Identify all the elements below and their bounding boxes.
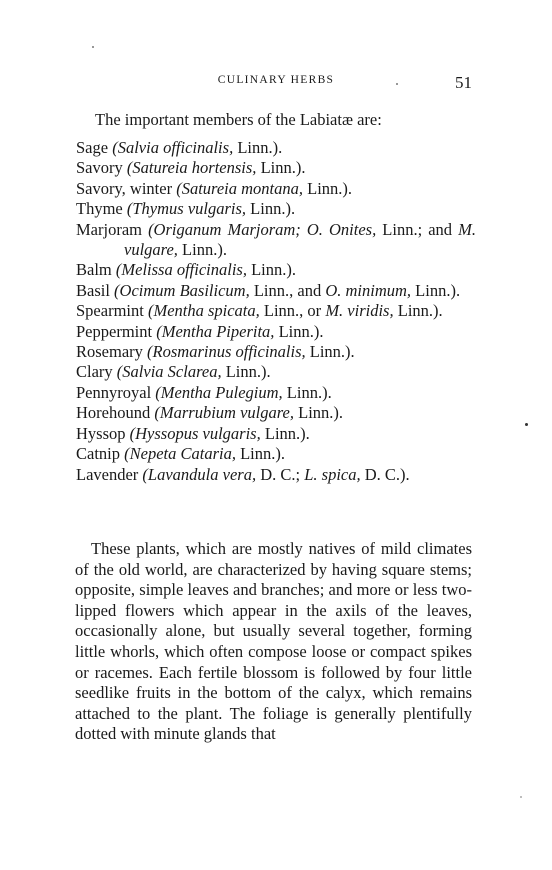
herb-entry: Clary (Salvia Sclarea, Linn.). — [76, 362, 271, 382]
herb-list — [76, 138, 476, 485]
ink-speck — [525, 423, 528, 426]
body-paragraph: These plants, which are mostly natives of mild climates of the old world, are characterized by having square stems; opposite, simple leaves and branches; and more or less two-lipped flowers which appear in the axils of the leaves, occasionally alone, but usually several together, forming little whorls, which often compose loose or compact spikes or racemes. Each fertile blossom is followed by four little seedlike fruits in the bottom of the calyx, which remains attached to the plant. The foliage is generally plentifully dotted with minute glands that — [75, 539, 472, 744]
ink-speck — [396, 83, 398, 85]
page-number: 51 — [455, 73, 472, 92]
herb-entry: Catnip (Nepeta Cataria, Linn.). — [76, 444, 285, 464]
herb-entry: Rosemary (Rosmarinus officinalis, Linn.). — [76, 342, 355, 362]
intro-line: The important members of the Labiatæ are: — [95, 110, 382, 129]
herb-entry: Lavender (Lavandula vera, D. C.; L. spica, D. C.). — [76, 464, 410, 484]
herb-entry: Hyssop (Hyssopus vulgaris, Linn.). — [76, 423, 310, 443]
herb-entry: Thyme (Thymus vulgaris, Linn.). — [76, 199, 296, 219]
herb-entry: Balm (Melissa officinalis, Linn.). — [76, 260, 296, 280]
ink-speck — [92, 46, 94, 48]
herb-entry: Savory, winter (Satureia montana, Linn.). — [76, 178, 353, 198]
herb-entry: Savory (Satureia hortensis, Linn.). — [76, 158, 306, 178]
herb-entry: Pennyroyal (Mentha Pulegium, Linn.). — [76, 382, 332, 402]
running-head: CULINARY HERBS — [217, 74, 335, 86]
herb-entry: Spearmint (Mentha spicata, Linn., or M. viridis, Linn.). — [76, 301, 443, 321]
herb-entry: Marjoram (Origanum Marjoram; O. Onites, Linn.; and M. vulgare, Linn.). — [76, 219, 476, 260]
herb-entry: Basil (Ocimum Basilicum, Linn., and O. minimum, Linn.). — [76, 280, 461, 300]
herb-entry: Horehound (Marrubium vulgare, Linn.). — [76, 403, 344, 423]
herb-entry: Peppermint (Mentha Piperita, Linn.). — [76, 321, 324, 341]
herb-entry: Sage (Salvia officinalis, Linn.). — [76, 138, 283, 157]
ink-speck — [520, 796, 522, 798]
